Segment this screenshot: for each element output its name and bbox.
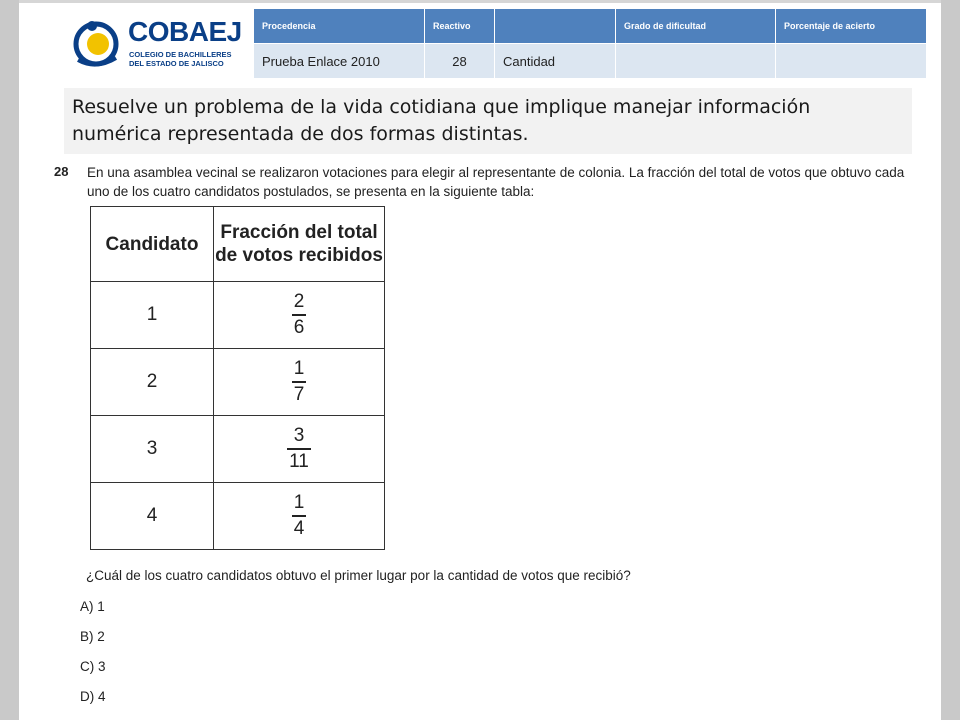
fraction [287,425,311,473]
question-number: 28 [54,164,69,179]
col-reactivo: Reactivo [425,9,495,44]
procedencia-value: Prueba Enlace 2010 [254,44,425,79]
option-a[interactable]: A) 1 [80,599,105,614]
fraction-bar [292,515,307,517]
fraction-bar [287,448,311,450]
fraction [292,358,307,406]
table-row [91,483,385,550]
cobaej-emblem-icon [72,14,128,72]
table-row [91,349,385,416]
porcentaje-acierto-value [776,44,927,79]
candidate-cell: 4 [91,483,214,550]
fraction-denominator: 6 [293,316,305,338]
info-table [253,8,927,79]
table-row [91,416,385,483]
right-border [941,0,960,720]
logo-subtitle: COLEGIO DE BACHILLERES DEL ESTADO DE JALISCO [129,50,232,68]
col-blank [495,9,616,44]
fraction-cell [214,416,385,483]
col-procedencia: Procedencia [254,9,425,44]
header-fraccion: Fracción del total de votos recibidos [214,207,385,282]
reactivo-value: 28 [425,44,495,79]
fraction-bar [292,381,307,383]
fraction-denominator: 4 [293,517,305,539]
fraction-cell [214,349,385,416]
fraction [292,492,307,540]
info-header-row [254,9,927,44]
fraction-numerator: 2 [293,291,305,313]
logo-name: COBAEJ [128,16,242,47]
header-candidato: Candidato [91,207,214,282]
objective-box [64,88,912,154]
fraction-numerator: 1 [293,492,305,514]
tema-value: Cantidad [495,44,616,79]
fraction-cell [214,282,385,349]
candidate-cell: 3 [91,416,214,483]
fraction-cell [214,483,385,550]
table-row [91,282,385,349]
option-c[interactable]: C) 3 [80,659,106,674]
objective-text: Resuelve un problema de la vida cotidiana que implique manejar información numérica representada de dos formas distintas. [72,96,811,145]
grado-dificultad-value [616,44,776,79]
votes-table [90,206,385,550]
option-d[interactable]: D) 4 [80,689,106,704]
cobaej-logo [72,14,242,76]
candidate-cell: 2 [91,349,214,416]
fraction-denominator: 11 [289,450,309,472]
top-divider [19,0,941,3]
left-border [0,0,19,720]
col-grado-dificultad: Grado de dificultad [616,9,776,44]
fraction-denominator: 7 [293,383,305,405]
fraction [292,291,307,339]
info-value-row [254,44,927,79]
candidate-cell: 1 [91,282,214,349]
fraction-numerator: 1 [293,358,305,380]
fraction-numerator: 3 [293,425,305,447]
question-text: En una asamblea vecinal se realizaron votaciones para elegir al representante de colonia. La fracción del total de votos que obtuvo cada uno de los cuatro candidatos postulados, se presenta en la siguiente tabla: [87,165,905,199]
option-b[interactable]: B) 2 [80,629,105,644]
col-porcentaje-acierto: Porcentaje de acierto [776,9,927,44]
fraction-bar [292,314,307,316]
question-prompt: ¿Cuál de los cuatro candidatos obtuvo el primer lugar por la cantidad de votos que recibió? [86,568,631,583]
votes-header-row [91,207,385,282]
